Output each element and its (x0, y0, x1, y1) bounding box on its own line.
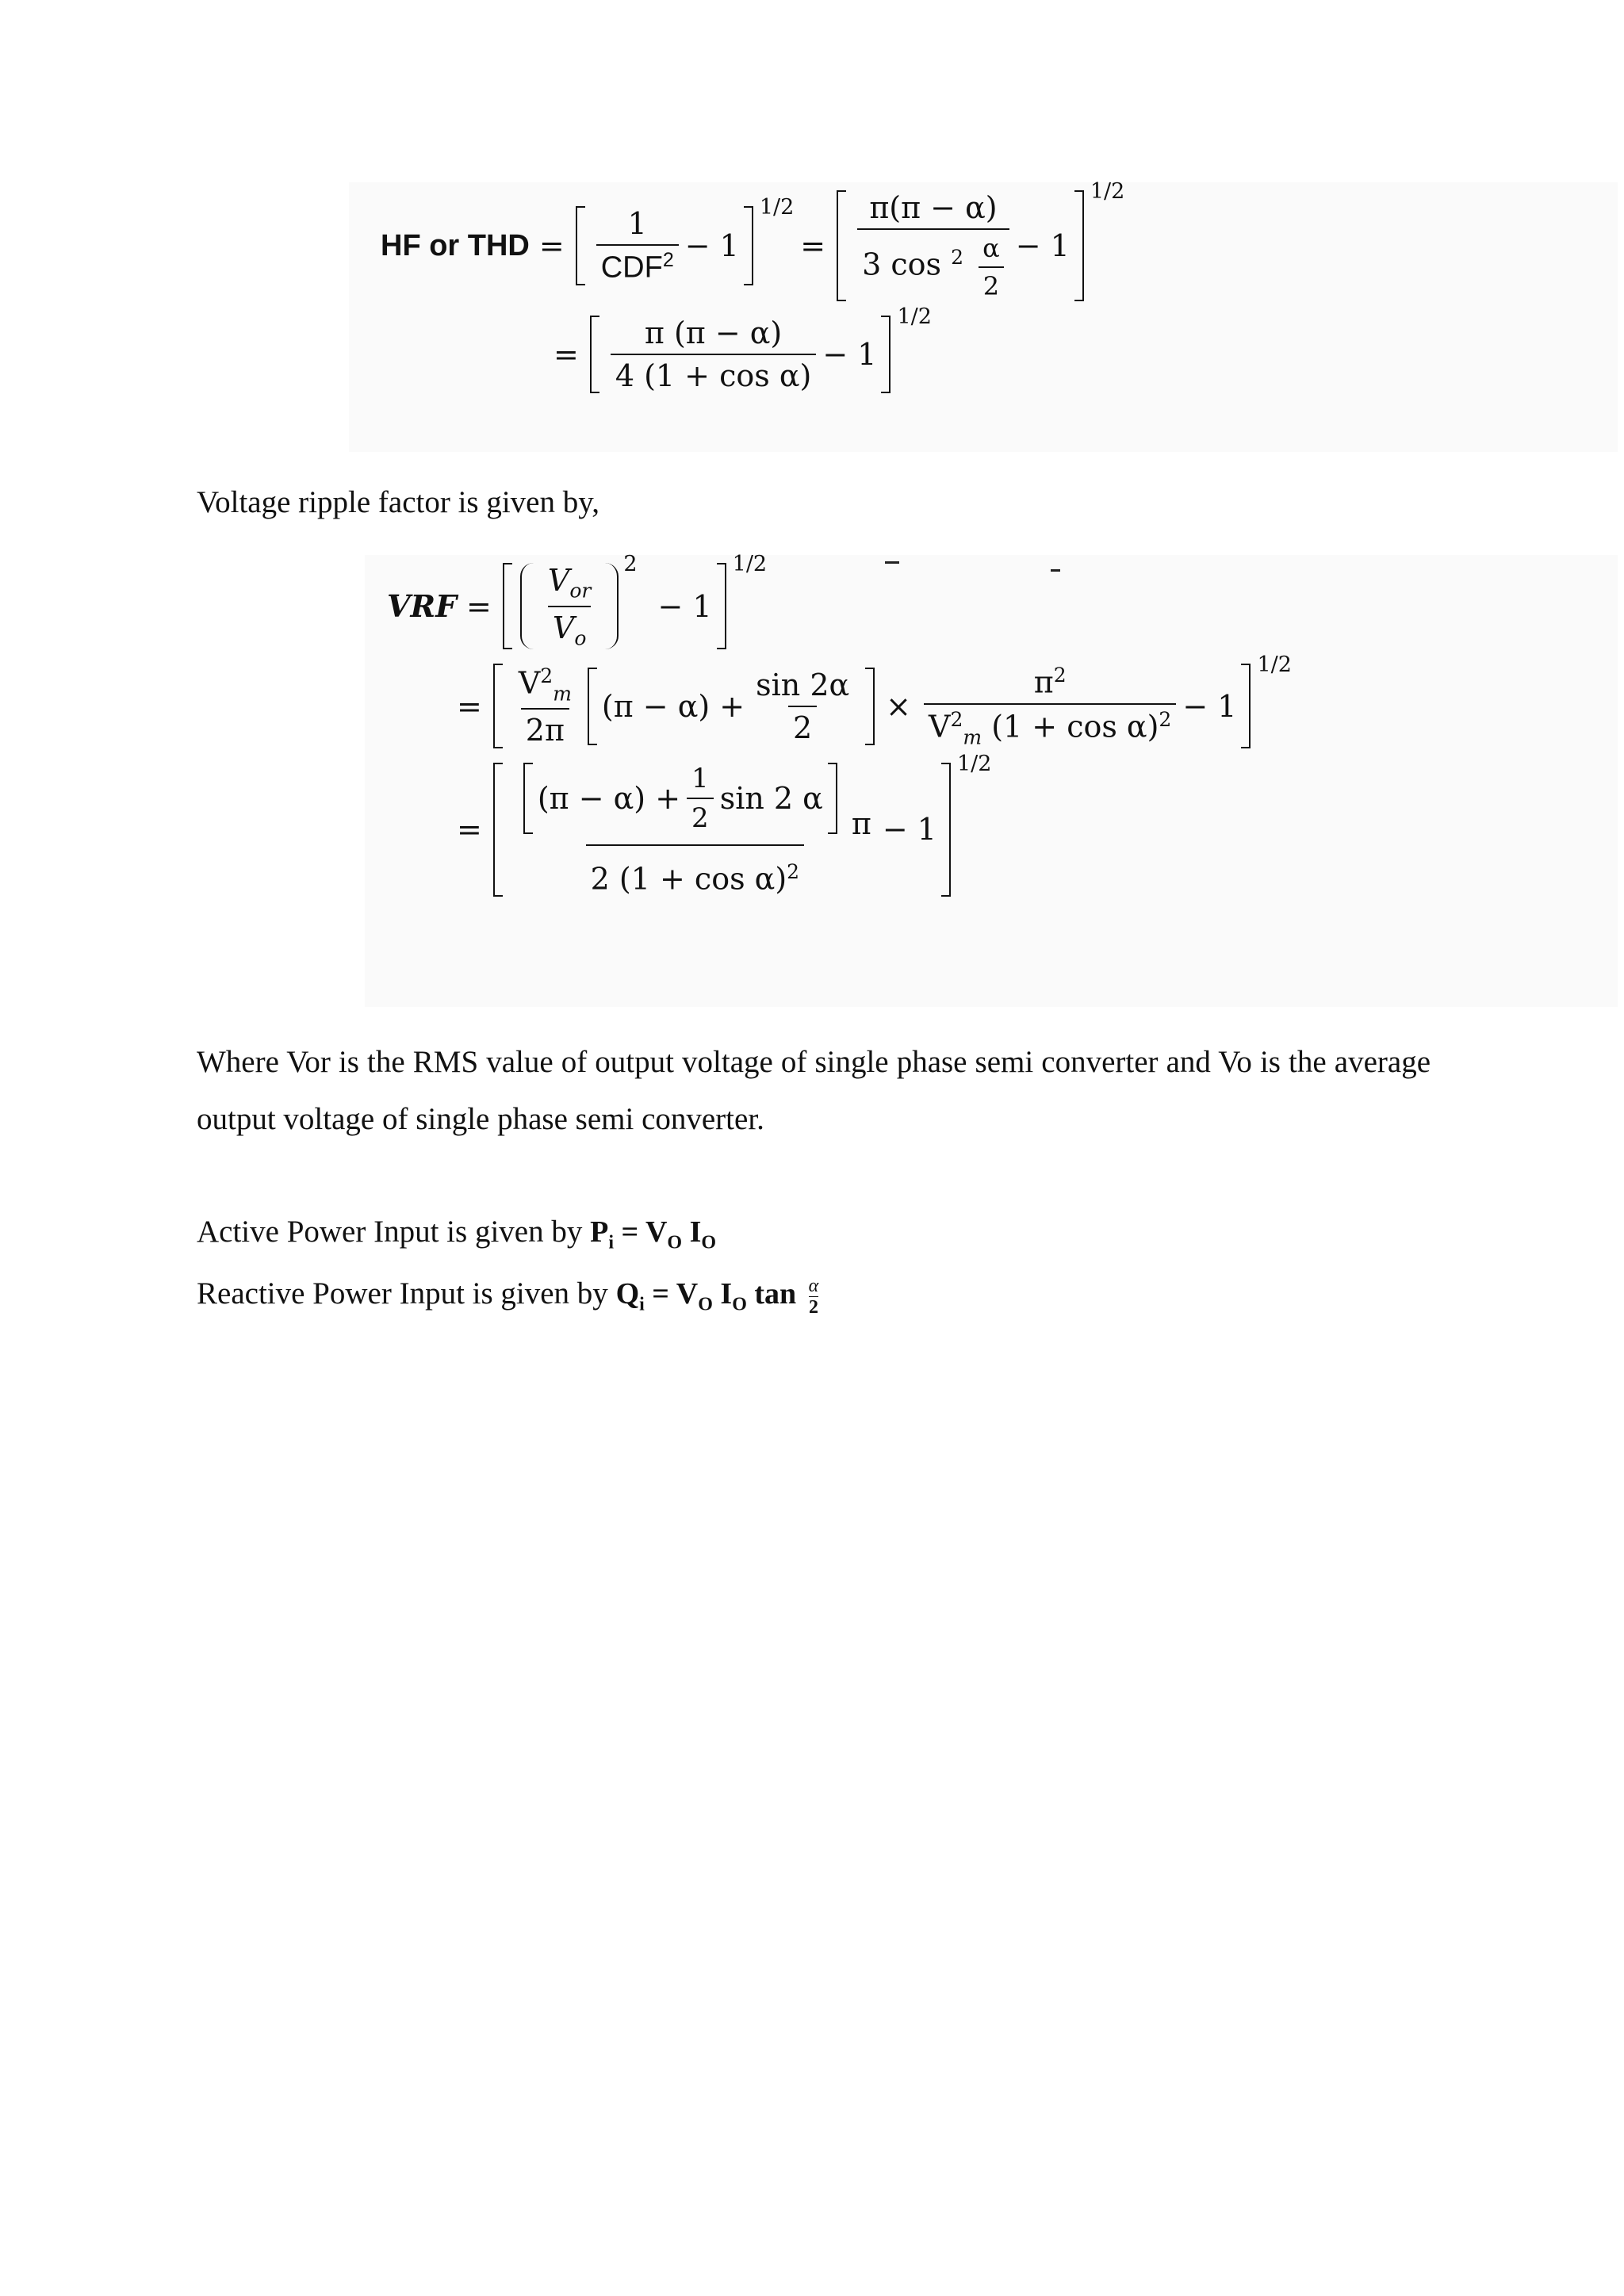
alpha-over-two-fraction: $\frac{\alpha}{2}$ (808, 1275, 819, 1318)
active-power-formula: $P_i = V_O$ $I_O$ (590, 1215, 717, 1253)
reactive-power-formula: $Q_i = V_O$ $I_O$ tan (615, 1277, 797, 1315)
active-power-line (197, 1203, 716, 1272)
equation-vrf: VRF = $\frac{V_{or}}{V_o}$ 2 − 1 1/2 = $\frac{V^2_m}{2\pi}$ (π − α) + $\frac{\sin 2\alpha}{2}$ × $\frac{\pi^2}{V^2_m (1 + \cos \alpha)^2}$ − 1 1/2 = (π − α) + $\frac{1}{2}$ sin 2 α π 2 $(1 + \cos \alpha)^2$ − 1 1/2 (387, 552, 1292, 897)
paragraph-vor-vo-definition: Where Vor is the RMS value of output voltage of single phase semi converter and Vo is the average output voltage of single phase semi converter. (197, 1045, 1431, 1136)
equation-hf-thd: HF or THD = $\frac{1}{CDF^2}$ − 1 1/2 = π(π − α) 3 cos $^2$ $\frac{\alpha}{2}$ − 1 1/2 = $\frac{\pi (\pi - \alpha)}{\text{4 (1 + cos α)}}$ − 1 1/2 (381, 179, 1125, 393)
active-power-text: Active Power Input is given by (197, 1215, 583, 1249)
reactive-power-line (197, 1265, 818, 1334)
paragraph-voltage-ripple-intro: Voltage ripple factor is given by, (197, 485, 599, 519)
reactive-power-text: Reactive Power Input is given by (197, 1276, 608, 1311)
